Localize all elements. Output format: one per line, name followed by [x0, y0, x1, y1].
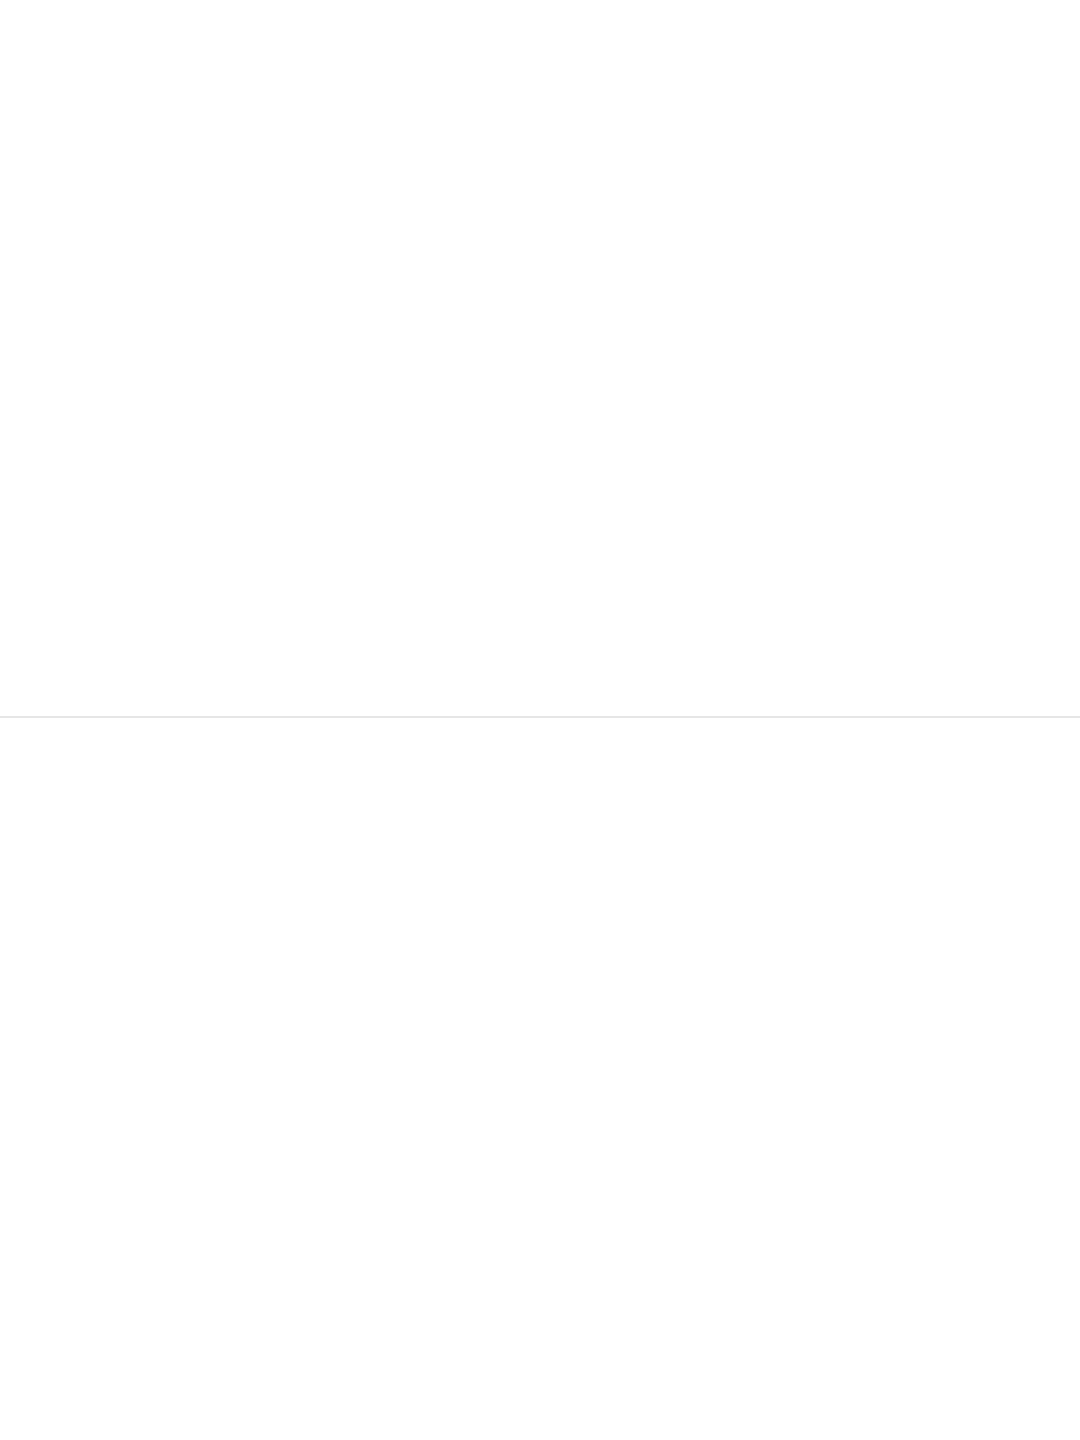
lower-spreadsheet [0, 718, 1080, 1440]
upper-spreadsheet [0, 0, 1080, 718]
